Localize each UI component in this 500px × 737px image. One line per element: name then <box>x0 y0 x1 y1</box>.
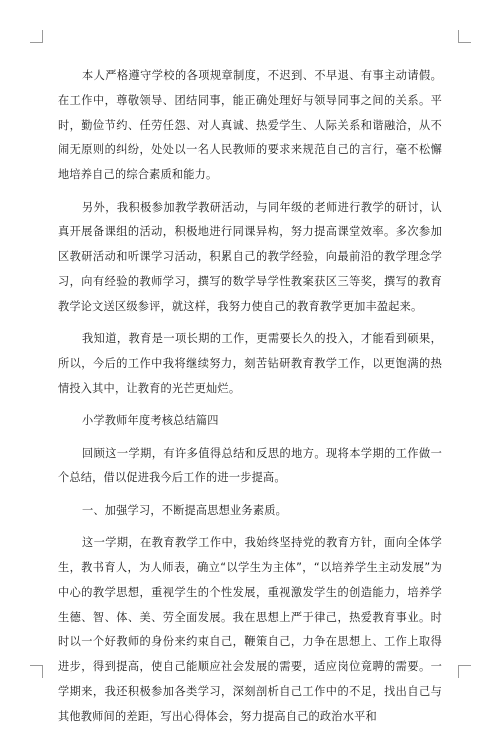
paragraph-review: 回顾这一学期，有许多值得总结和反思的地方。现将本学期的工作做一个总结，借以促进我今后工作的进一步提高。 <box>58 446 442 485</box>
paragraph-conclusion: 我知道，教育是一项长期的工作，更需要长久的投入，才能看到硕果，所以，今后的工作中我将继续努力，刻苦钻研教育教学工作，以更饱满的热情投入其中，让教育的光芒更灿烂。 <box>58 332 442 395</box>
crop-mark-top-left <box>30 30 43 43</box>
document-body <box>58 64 442 737</box>
paragraph-conduct: 本人严格遵守学校的各项规章制度，不迟到、不早退、有事主动请假。在工作中，尊敬领导、团结同事，能正确处理好与领导同事之间的关系。平时，勤俭节约、任劳任怨、对人真诚、热爱学生、人际关系和谐融洽，从不闹无原则的纠纷，处处以一名人民教师的要求来规范自己的言行，毫不松懈地培养自己的综合素质和能力。 <box>58 69 442 182</box>
crop-mark-bottom-right <box>458 665 471 678</box>
subheading-study: 一、加强学习，不断提高思想业务素质。 <box>82 503 287 517</box>
paragraph-teaching-research: 另外，我积极参加教学教研活动，与同年级的老师进行教学的研讨，认真开展备课组的活动，积极地进行同课异构，努力提高课堂效率。多次参加区教研活动和听课学习活动，积累自己的教学经验，向最前沿的教学理念学习，向有经验的教师学习，撰写的数学导学性教案获区三等奖，撰写的教育教学论文送区级参评，就这样，我努力使自己的教育教学更加丰盈起来。 <box>58 200 442 313</box>
crop-mark-top-right <box>458 30 471 43</box>
paragraph-semester-work: 这一学期，在教育教学工作中，我始终坚持党的教育方针，面向全体学生，教书育人，为人师表，确立“以学生为主体”，“以培养学生主动发展”为中心的教学思想，重视学生的个性发展，重视激发学生的创造能力，培养学生德、智、体、美、劳全面发展。我在思想上严于律己，热爱教育事业。时时以一个好教师的身份来约束自己，鞭策自己，力争在思想上、工作上取得进步，得到提高，使自己能顺应社会发展的需要，适应岗位竟聘的需要。一学期来，我还积极参加各类学习，深刻剖析自己工作中的不足，找出自己与其他教师间的差距，写出心得体会，努力提高自己的政治水平和 <box>58 536 442 723</box>
section-heading: 小学教师年度考核总结篇四 <box>82 414 219 428</box>
crop-mark-bottom-left <box>30 665 43 678</box>
